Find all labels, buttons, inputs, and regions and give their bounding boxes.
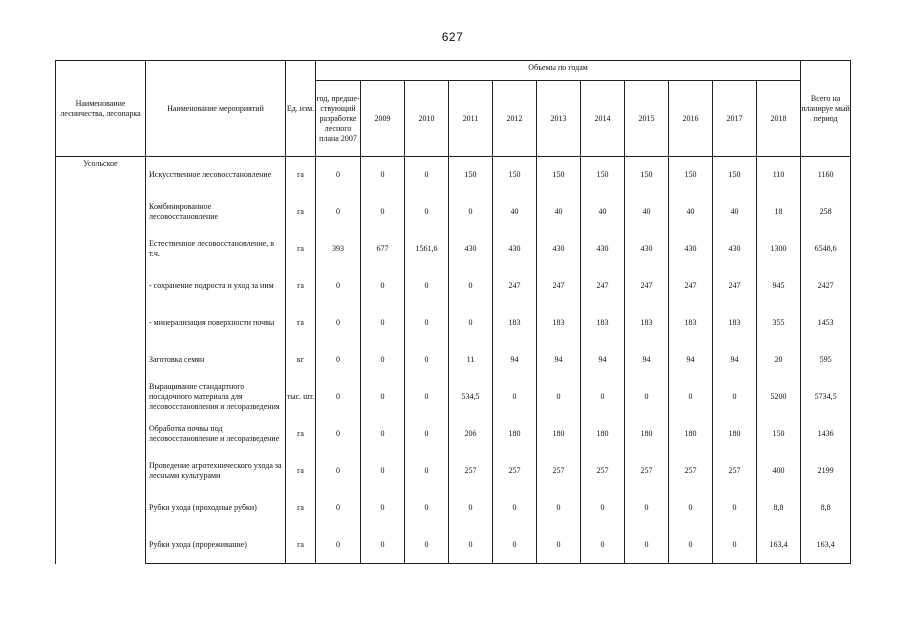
unit-cell: га: [286, 453, 316, 490]
value-cell: 180: [713, 416, 757, 453]
header-forestry: Наименование лесничества, лесопарка: [56, 61, 146, 157]
value-cell: 40: [581, 194, 625, 231]
value-cell: 247: [493, 268, 537, 305]
value-cell: 0: [493, 379, 537, 416]
value-cell: 0: [405, 268, 449, 305]
value-cell: 0: [361, 305, 405, 342]
table-row: [56, 305, 851, 342]
value-cell: 0: [449, 490, 493, 527]
value-cell: 0: [625, 379, 669, 416]
value-cell: 94: [669, 342, 713, 379]
unit-cell: га: [286, 527, 316, 564]
value-cell: 0: [537, 490, 581, 527]
header-volumes-by-year: Объемы по годам: [316, 61, 801, 81]
value-cell: 0: [316, 268, 361, 305]
value-cell: 8,8: [757, 490, 801, 527]
value-cell: 0: [713, 490, 757, 527]
value-cell: 40: [713, 194, 757, 231]
value-cell: 355: [757, 305, 801, 342]
header-year-2017: 2017: [713, 81, 757, 157]
value-cell: 5200: [757, 379, 801, 416]
value-cell: 257: [713, 453, 757, 490]
total-value-cell: 2199: [801, 453, 851, 490]
value-cell: 0: [316, 194, 361, 231]
table-row: [56, 416, 851, 453]
value-cell: 40: [493, 194, 537, 231]
value-cell: 150: [581, 157, 625, 194]
value-cell: 0: [316, 527, 361, 564]
value-cell: 0: [316, 453, 361, 490]
value-cell: 257: [449, 453, 493, 490]
value-cell: 0: [405, 194, 449, 231]
value-cell: 430: [537, 231, 581, 268]
value-cell: 150: [493, 157, 537, 194]
value-cell: 0: [625, 490, 669, 527]
value-cell: 430: [713, 231, 757, 268]
activity-name-cell: Комбинированное лесовосстановление: [146, 194, 286, 231]
activity-name-cell: Естественное лесовосстановление, в т.ч.: [146, 231, 286, 268]
value-cell: 0: [361, 342, 405, 379]
value-cell: 0: [361, 157, 405, 194]
activity-name-cell: - сохранение подроста и уход за ним: [146, 268, 286, 305]
value-cell: 247: [537, 268, 581, 305]
unit-cell: га: [286, 490, 316, 527]
table-row: [56, 527, 851, 564]
value-cell: 0: [361, 490, 405, 527]
header-year-2009: 2009: [361, 81, 405, 157]
value-cell: 430: [449, 231, 493, 268]
value-cell: 180: [581, 416, 625, 453]
value-cell: 247: [581, 268, 625, 305]
value-cell: 0: [361, 527, 405, 564]
table-row: [56, 231, 851, 268]
value-cell: 0: [361, 268, 405, 305]
value-cell: 183: [537, 305, 581, 342]
header-year-2018: 2018: [757, 81, 801, 157]
value-cell: 0: [713, 379, 757, 416]
value-cell: 20: [757, 342, 801, 379]
unit-cell: га: [286, 157, 316, 194]
value-cell: 430: [581, 231, 625, 268]
value-cell: 0: [581, 527, 625, 564]
activity-name-cell: - минерализация поверхности почвы: [146, 305, 286, 342]
table-row: [56, 453, 851, 490]
value-cell: 94: [625, 342, 669, 379]
value-cell: 0: [405, 379, 449, 416]
table-row: [56, 490, 851, 527]
value-cell: 183: [493, 305, 537, 342]
header-year-2012: 2012: [493, 81, 537, 157]
header-year-2014: 2014: [581, 81, 625, 157]
value-cell: 393: [316, 231, 361, 268]
total-value-cell: 5734,5: [801, 379, 851, 416]
value-cell: 0: [537, 379, 581, 416]
header-year-2010: 2010: [405, 81, 449, 157]
unit-cell: га: [286, 305, 316, 342]
value-cell: 180: [493, 416, 537, 453]
value-cell: 0: [361, 453, 405, 490]
value-cell: 150: [537, 157, 581, 194]
value-cell: 150: [713, 157, 757, 194]
value-cell: 400: [757, 453, 801, 490]
value-cell: 257: [537, 453, 581, 490]
value-cell: 94: [713, 342, 757, 379]
header-total: Всего на планируе мый период: [801, 61, 851, 157]
value-cell: 206: [449, 416, 493, 453]
value-cell: 183: [669, 305, 713, 342]
value-cell: 0: [581, 490, 625, 527]
unit-cell: кг: [286, 342, 316, 379]
activity-name-cell: Обработка почвы под лесовосстановление и лесоразведение: [146, 416, 286, 453]
value-cell: 0: [405, 342, 449, 379]
activity-name-cell: Искусственное лесовосстановление: [146, 157, 286, 194]
value-cell: 430: [625, 231, 669, 268]
activity-name-cell: Выращивание стандартного посадочного материала для лесовосстановления и лесоразведения: [146, 379, 286, 416]
header-year-2013: 2013: [537, 81, 581, 157]
total-value-cell: 8,8: [801, 490, 851, 527]
total-value-cell: 2427: [801, 268, 851, 305]
value-cell: 0: [625, 527, 669, 564]
value-cell: 0: [449, 268, 493, 305]
value-cell: 0: [669, 379, 713, 416]
value-cell: 430: [669, 231, 713, 268]
total-value-cell: 1160: [801, 157, 851, 194]
page-number: 627: [441, 30, 464, 44]
value-cell: 0: [493, 527, 537, 564]
value-cell: 430: [493, 231, 537, 268]
value-cell: 40: [537, 194, 581, 231]
table-row: [56, 157, 851, 194]
unit-cell: га: [286, 194, 316, 231]
value-cell: 11: [449, 342, 493, 379]
value-cell: 94: [493, 342, 537, 379]
header-unit: Ед. изм.: [286, 61, 316, 157]
value-cell: 0: [713, 527, 757, 564]
value-cell: 257: [625, 453, 669, 490]
header-year-2011: 2011: [449, 81, 493, 157]
value-cell: 94: [537, 342, 581, 379]
value-cell: 0: [361, 194, 405, 231]
value-cell: 183: [625, 305, 669, 342]
value-cell: 94: [581, 342, 625, 379]
unit-cell: га: [286, 268, 316, 305]
value-cell: 0: [449, 527, 493, 564]
value-cell: 150: [669, 157, 713, 194]
value-cell: 0: [669, 490, 713, 527]
total-value-cell: 595: [801, 342, 851, 379]
value-cell: 0: [361, 379, 405, 416]
total-value-cell: 163,4: [801, 527, 851, 564]
table-row: [56, 342, 851, 379]
table-row: [56, 194, 851, 231]
value-cell: 183: [713, 305, 757, 342]
value-cell: 0: [581, 379, 625, 416]
value-cell: 0: [449, 305, 493, 342]
value-cell: 0: [449, 194, 493, 231]
value-cell: 257: [581, 453, 625, 490]
value-cell: 0: [316, 416, 361, 453]
header-year-2015: 2015: [625, 81, 669, 157]
unit-cell: тыс. шт.: [286, 379, 316, 416]
value-cell: 0: [405, 416, 449, 453]
value-cell: 0: [361, 416, 405, 453]
activity-name-cell: Рубки ухода (проходные рубки): [146, 490, 286, 527]
value-cell: 180: [537, 416, 581, 453]
value-cell: 0: [405, 305, 449, 342]
value-cell: 40: [625, 194, 669, 231]
unit-cell: га: [286, 231, 316, 268]
total-value-cell: 1453: [801, 305, 851, 342]
header-year-2016: 2016: [669, 81, 713, 157]
table-row: [56, 268, 851, 305]
value-cell: 0: [669, 527, 713, 564]
value-cell: 110: [757, 157, 801, 194]
total-value-cell: 1436: [801, 416, 851, 453]
activity-name-cell: Заготовка семян: [146, 342, 286, 379]
value-cell: 257: [669, 453, 713, 490]
activity-name-cell: Проведение агротехнического ухода за лесными культурами: [146, 453, 286, 490]
forestry-name-cell: Усольское: [56, 157, 146, 564]
value-cell: 0: [405, 490, 449, 527]
value-cell: 945: [757, 268, 801, 305]
value-cell: 150: [757, 416, 801, 453]
value-cell: 183: [581, 305, 625, 342]
total-value-cell: 6548,6: [801, 231, 851, 268]
activity-name-cell: Рубки ухода (прореживание): [146, 527, 286, 564]
value-cell: 677: [361, 231, 405, 268]
unit-cell: га: [286, 416, 316, 453]
value-cell: 163,4: [757, 527, 801, 564]
value-cell: 150: [625, 157, 669, 194]
value-cell: 1561,6: [405, 231, 449, 268]
value-cell: 180: [669, 416, 713, 453]
value-cell: 0: [316, 305, 361, 342]
total-value-cell: 258: [801, 194, 851, 231]
value-cell: 247: [713, 268, 757, 305]
value-cell: 1300: [757, 231, 801, 268]
value-cell: 18: [757, 194, 801, 231]
value-cell: 40: [669, 194, 713, 231]
value-cell: 0: [405, 527, 449, 564]
value-cell: 180: [625, 416, 669, 453]
value-cell: 0: [405, 453, 449, 490]
value-cell: 0: [316, 342, 361, 379]
table-row: [56, 379, 851, 416]
value-cell: 534,5: [449, 379, 493, 416]
value-cell: 0: [316, 490, 361, 527]
header-activity: Наименование мероприятий: [146, 61, 286, 157]
value-cell: 0: [537, 527, 581, 564]
value-cell: 150: [449, 157, 493, 194]
value-cell: 0: [493, 490, 537, 527]
value-cell: 0: [405, 157, 449, 194]
value-cell: 0: [316, 157, 361, 194]
value-cell: 247: [625, 268, 669, 305]
forest-activities-table: [55, 60, 851, 564]
value-cell: 247: [669, 268, 713, 305]
value-cell: 257: [493, 453, 537, 490]
header-base-year: год, предше-ствующий разработке лесного плана 2007: [316, 81, 361, 157]
value-cell: 0: [316, 379, 361, 416]
